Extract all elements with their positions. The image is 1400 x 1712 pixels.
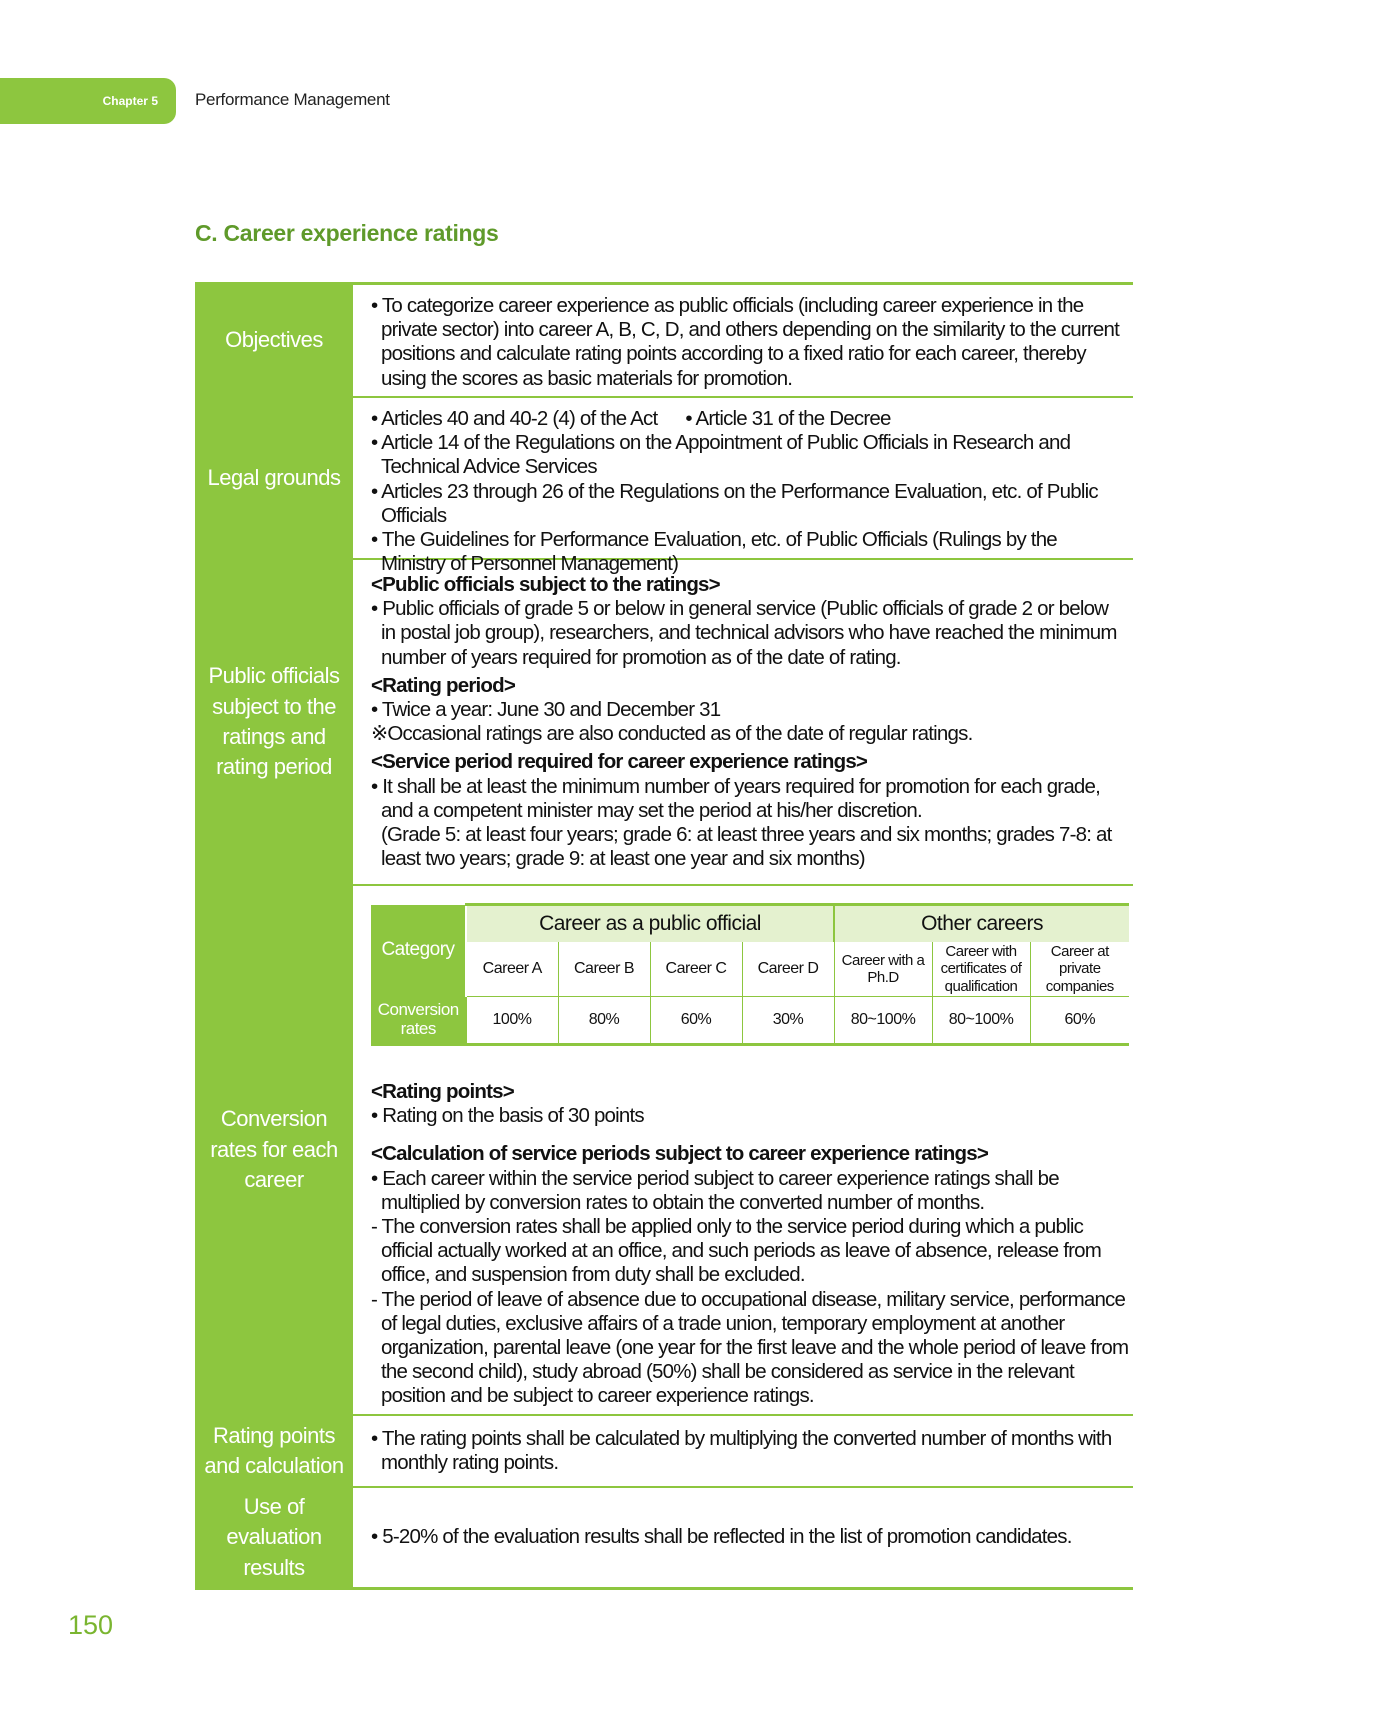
row-content-rating-points xyxy=(357,1416,1133,1486)
chapter-label: Chapter 5 xyxy=(102,94,158,108)
row-legal-grounds xyxy=(195,398,1133,576)
rate-cell: 30% xyxy=(742,997,834,1045)
legal-line-1 xyxy=(371,407,1123,431)
row-header-subjects-period: Public officials subject to the ratings and rating period xyxy=(195,560,353,884)
row-header-use-results: Use of evaluation results xyxy=(195,1488,353,1587)
paragraph: • Rating on the basis of 30 points xyxy=(371,1104,644,1128)
rate-cell: 80~100% xyxy=(834,997,932,1045)
paragraph: • Each career within the service period subject to career experience ratings shall be multiplied by conversion rates to obtain the converted number of months. xyxy=(371,1166,1059,1214)
column-header: Career with a Ph.D xyxy=(834,942,932,997)
section-title: C. Career experience ratings xyxy=(195,220,499,246)
row-content-conversion-rates xyxy=(357,886,1139,1414)
column-header: Career C xyxy=(650,942,742,997)
rate-cell: 60% xyxy=(1030,997,1129,1045)
paragraph: (Grade 5: at least four years; grade 6: at least three years and six months; grades 7-8: at least two years; grade 9: at least one year and six months) xyxy=(381,822,1112,871)
row-header-objectives: Objectives xyxy=(195,285,353,396)
subheading: <Rating period> xyxy=(371,673,516,697)
conversion-rate-table xyxy=(371,903,1129,1046)
row-header-rating-points: Rating points and calculation xyxy=(195,1416,353,1486)
column-header: Career with certificates of qualification xyxy=(932,942,1030,997)
rate-cell: 100% xyxy=(466,997,558,1045)
subheading: <Service period required for career experience ratings> xyxy=(371,750,868,774)
group-header-public: Career as a public official xyxy=(466,905,834,943)
rate-cell: 60% xyxy=(650,997,742,1045)
paragraph: • Public officials of grade 5 or below in general service (Public officials of grade 2 or below in postal job group), researchers, and technical advisors who have reached the minimum number of years required for promotion as of the date of rating. xyxy=(371,597,1117,669)
row-header-legal-grounds: Legal grounds xyxy=(195,398,353,558)
paragraph: - The period of leave of absence due to occupational disease, military service, performance of legal duties, exclusive affairs of a trade union, temporary employment at another organization, parental leave (one year for the first leave and the whole period of leave from the second child), study abroad (50%) shall be considered as service in the relevant position and be subject to career experience ratings. xyxy=(371,1287,1129,1408)
row-use-results xyxy=(195,1488,1133,1587)
subheading: <Calculation of service periods subject to career experience ratings> xyxy=(371,1142,989,1166)
legal-item: • Articles 23 through 26 of the Regulations on the Performance Evaluation, etc. of Public Officials xyxy=(371,479,1098,527)
legal-item: • Article 14 of the Regulations on the Appointment of Public Officials in Research and Technical Advice Services xyxy=(371,431,1071,479)
column-header: Career at private companies xyxy=(1045,943,1114,995)
row-content-subjects-period xyxy=(357,560,1133,884)
rate-cell: 80% xyxy=(558,997,650,1045)
subheading: <Rating points> xyxy=(371,1080,514,1103)
running-header-title: Performance Management xyxy=(195,90,390,109)
note: ※Occasional ratings are also conducted as of the date of regular ratings. xyxy=(371,722,973,746)
group-header-other: Other careers xyxy=(834,905,1129,943)
row-subjects-period xyxy=(195,560,1133,886)
paragraph: - The conversion rates shall be applied only to the service period during which a public official actually worked at an office, and such periods as leave of absence, release from office, and suspension from duty shall be excluded. xyxy=(371,1214,1102,1287)
row-content-use-results xyxy=(357,1488,1133,1587)
chapter-tab xyxy=(0,78,176,124)
category-header: Category xyxy=(371,905,466,997)
rate-cell: 80~100% xyxy=(932,997,1030,1045)
subheading: <Public officials subject to the ratings> xyxy=(371,573,720,596)
paragraph: • Twice a year: June 30 and December 31 xyxy=(371,697,721,721)
row-header-conversion-rates: Conversion rates for each career xyxy=(195,886,353,1414)
column-header: Career D xyxy=(742,942,834,997)
row-rating-points xyxy=(195,1416,1133,1488)
page-number: 150 xyxy=(68,1610,114,1640)
objectives-text: • To categorize career experience as public officials (including career experience in the private sector) into career A, B, C, D, and others depending on the similarity to the current positions and calculate rating points according to a fixed ratio for each career, thereby using the scores as basic materials for promotion. xyxy=(371,294,1120,390)
paragraph: • It shall be at least the minimum number of years required for promotion for each grade, and a competent minister may set the period at his/her discretion. xyxy=(371,774,1101,822)
row-objectives xyxy=(195,285,1133,398)
legal-item: • The Guidelines for Performance Evaluation, etc. of Public Officials (Rulings by the Ministry of Personnel Management) xyxy=(371,527,1057,576)
career-ratings-table xyxy=(195,282,1133,1590)
row-content-objectives xyxy=(357,285,1133,396)
column-header: Career B xyxy=(558,942,650,997)
row-conversion-rates xyxy=(195,886,1133,1416)
legal-item: • Article 31 of the Decree xyxy=(685,407,891,430)
conversion-rates-label: Conversion rates xyxy=(371,997,466,1045)
row-content-legal-grounds xyxy=(357,398,1133,576)
paragraph: • 5-20% of the evaluation results shall be reflected in the list of promotion candidates. xyxy=(371,1525,1072,1549)
paragraph: • The rating points shall be calculated by multiplying the converted number of months with monthly rating points. xyxy=(371,1426,1112,1474)
column-header: Career A xyxy=(466,942,558,997)
legal-item: • Articles 40 and 40-2 (4) of the Act xyxy=(371,407,658,430)
